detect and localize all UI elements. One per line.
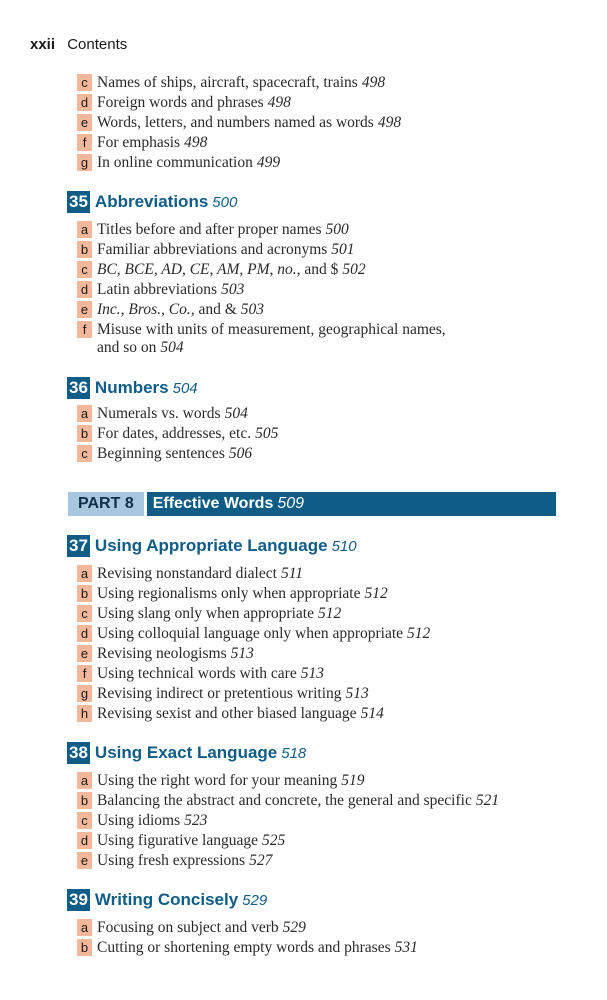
item-page: 513	[345, 685, 369, 702]
item-text: Misuse with units of measurement, geographical names,	[97, 321, 446, 338]
item-letter-badge: f	[77, 134, 92, 151]
item-text: Using slang only when appropriate	[97, 605, 314, 622]
toc-item[interactable]	[77, 605, 341, 623]
item-page: 503	[221, 281, 245, 298]
chapter-number: 39	[69, 890, 88, 909]
toc-item[interactable]	[77, 261, 366, 279]
toc-item[interactable]	[77, 832, 285, 850]
chapter-heading[interactable]	[67, 377, 198, 399]
item-page: 512	[364, 585, 388, 602]
item-text-line2: and so on	[97, 339, 157, 356]
item-letter-badge: f	[77, 321, 92, 338]
chapter-page: 518	[281, 745, 307, 762]
toc-item[interactable]	[77, 565, 303, 583]
item-text: Using fresh expressions	[97, 852, 246, 869]
item-letter-badge: e	[77, 852, 92, 869]
header-label: Contents	[67, 36, 128, 53]
toc-item[interactable]	[77, 585, 388, 603]
item-text: Words, letters, and numbers named as words	[97, 114, 374, 131]
item-text-tail: and &	[194, 301, 237, 318]
item-text: Revising sexist and other biased language	[97, 705, 357, 722]
item-letter-badge: e	[77, 114, 92, 131]
chapter-title: Writing Concisely	[94, 890, 239, 909]
part-title-bar	[147, 492, 556, 516]
part-banner[interactable]	[68, 492, 556, 516]
item-page: 514	[360, 705, 384, 722]
item-page: 529	[282, 919, 306, 936]
item-page: 513	[300, 665, 324, 682]
running-header	[30, 36, 127, 53]
toc-item[interactable]	[77, 134, 207, 152]
item-page: 499	[256, 154, 281, 171]
chapter-heading[interactable]	[67, 191, 237, 213]
item-page: 513	[230, 645, 254, 662]
toc-item[interactable]	[77, 919, 306, 937]
chapter-heading[interactable]	[67, 889, 267, 911]
item-letter-badge: a	[77, 919, 92, 936]
item-letter-badge: c	[77, 261, 92, 278]
item-text: Revising neologisms	[97, 645, 227, 662]
item-page: 498	[267, 94, 291, 111]
toc-item[interactable]	[77, 792, 499, 810]
item-text: Titles before and after proper names	[97, 221, 322, 238]
item-text: Using the right word for your meaning	[97, 772, 338, 789]
chapter-heading[interactable]	[67, 742, 306, 764]
item-page: 503	[240, 301, 265, 318]
toc-item[interactable]	[77, 705, 384, 723]
part-label: PART 8	[68, 492, 144, 516]
item-text: Using technical words with care	[97, 665, 297, 682]
chapter-page: 500	[212, 194, 238, 211]
item-text: Using colloquial language only when appropriate	[97, 625, 404, 642]
toc-item[interactable]	[77, 241, 355, 259]
item-page: 504	[160, 339, 184, 356]
item-page: 523	[184, 812, 208, 829]
chapter-title: Numbers	[94, 378, 169, 397]
item-letter-badge: b	[77, 241, 92, 258]
part-page: 509	[277, 495, 305, 512]
item-text: Using regionalisms only when appropriate	[97, 585, 361, 602]
chapter-number: 38	[69, 743, 88, 762]
item-text: Revising nonstandard dialect	[97, 565, 277, 582]
item-page: 525	[261, 832, 286, 849]
item-letter-badge: a	[77, 772, 92, 789]
part-title: Effective Words	[152, 495, 274, 512]
item-text: Using figurative language	[97, 832, 258, 849]
toc-item[interactable]	[77, 645, 254, 663]
item-page: 501	[331, 241, 355, 258]
toc-item[interactable]	[77, 281, 244, 299]
item-page: 519	[341, 772, 365, 789]
chapter-title: Using Exact Language	[94, 743, 278, 762]
toc-item[interactable]	[77, 321, 446, 357]
item-text: For emphasis	[97, 134, 181, 151]
item-letter-badge: a	[77, 405, 92, 422]
toc-item[interactable]	[77, 772, 364, 790]
item-letter-badge: g	[77, 154, 92, 171]
chapter-page: 510	[331, 538, 357, 555]
toc-item[interactable]	[77, 114, 401, 132]
item-page: 512	[317, 605, 342, 622]
toc-item[interactable]	[77, 405, 248, 423]
item-page: 500	[325, 221, 349, 238]
toc-item[interactable]	[77, 812, 207, 830]
chapter-number: 37	[69, 536, 88, 555]
page-number-roman: xxii	[30, 36, 56, 53]
item-text: Balancing the abstract and concrete, the general and specific	[97, 792, 472, 809]
item-letter-badge: b	[77, 792, 92, 809]
item-letter-badge: d	[77, 281, 92, 298]
chapter-page: 529	[242, 892, 268, 909]
toc-item[interactable]	[77, 425, 278, 443]
item-page: 506	[228, 445, 253, 462]
item-text: Names of ships, aircraft, spacecraft, trains	[97, 74, 358, 91]
item-text-italic: Inc., Bros., Co.,	[97, 301, 195, 318]
item-letter-badge: d	[77, 832, 92, 849]
item-page: 504	[224, 405, 248, 422]
item-letter-badge: a	[77, 221, 92, 238]
item-letter-badge: e	[77, 301, 92, 318]
toc-item[interactable]	[77, 685, 369, 703]
item-letter-badge: h	[77, 705, 92, 722]
item-letter-badge: a	[77, 565, 92, 582]
item-letter-badge: c	[77, 812, 92, 829]
item-text: Focusing on subject and verb	[97, 919, 279, 936]
item-letter-badge: c	[77, 605, 92, 622]
item-letter-badge: b	[77, 585, 92, 602]
item-text: For dates, addresses, etc.	[97, 425, 252, 442]
item-text: Cutting or shortening empty words and phrases	[97, 939, 391, 956]
item-page: 498	[184, 134, 208, 151]
item-letter-badge: b	[77, 939, 92, 956]
item-letter-badge: d	[77, 94, 92, 111]
item-page: 505	[255, 425, 279, 442]
item-page: 521	[475, 792, 500, 809]
item-letter-badge: g	[77, 685, 92, 702]
toc-item[interactable]	[77, 154, 280, 172]
chapter-number: 36	[69, 378, 88, 397]
toc-item[interactable]	[77, 939, 418, 957]
toc-item[interactable]	[77, 74, 385, 92]
item-letter-badge: c	[77, 74, 92, 91]
item-text: Using idioms	[97, 812, 181, 829]
item-text: Foreign words and phrases	[97, 94, 264, 111]
toc-item[interactable]	[77, 852, 272, 870]
item-text: Revising indirect or pretentious writing	[97, 685, 342, 702]
item-page: 511	[280, 565, 304, 582]
item-page: 527	[249, 852, 273, 869]
item-page: 531	[394, 939, 418, 956]
item-page: 502	[342, 261, 366, 278]
item-page: 512	[407, 625, 431, 642]
toc-item[interactable]	[77, 221, 349, 239]
chapter-number: 35	[69, 192, 88, 211]
item-letter-badge: e	[77, 645, 92, 662]
chapter-title: Abbreviations	[94, 192, 209, 211]
item-letter-badge: d	[77, 625, 92, 642]
item-text: Beginning sentences	[97, 445, 225, 462]
toc-item[interactable]	[77, 94, 291, 112]
toc-item[interactable]	[77, 301, 264, 319]
chapter-heading[interactable]	[67, 535, 357, 557]
toc-item[interactable]	[77, 625, 430, 643]
item-text: Latin abbreviations	[97, 281, 218, 298]
item-text: In online communication	[97, 154, 253, 171]
item-text-tail: and $	[300, 261, 339, 278]
item-letter-badge: b	[77, 425, 92, 442]
toc-item[interactable]	[77, 445, 252, 463]
item-text: Familiar abbreviations and acronyms	[97, 241, 328, 258]
item-letter-badge: c	[77, 445, 92, 462]
item-text-italic: BC, BCE, AD, CE, AM, PM, no.,	[97, 261, 301, 278]
item-text: Numerals vs. words	[97, 405, 221, 422]
item-page: 498	[361, 74, 386, 91]
chapter-page: 504	[172, 380, 198, 397]
item-page: 498	[377, 114, 402, 131]
toc-item[interactable]	[77, 665, 324, 683]
chapter-title: Using Appropriate Language	[94, 536, 328, 555]
item-letter-badge: f	[77, 665, 92, 682]
